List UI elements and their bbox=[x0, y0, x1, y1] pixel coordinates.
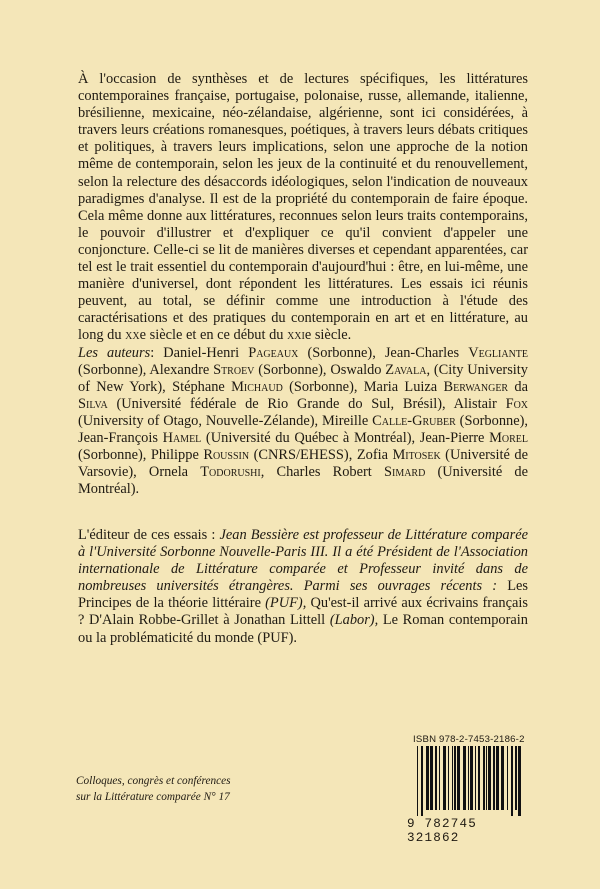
author-last-name: Silva bbox=[78, 395, 108, 412]
author-first-name: Zofia bbox=[356, 447, 393, 464]
blurb-text-mid: e siècle et en ce début du bbox=[139, 327, 288, 344]
author-affiliation: da bbox=[508, 378, 528, 395]
barcode-bar bbox=[478, 746, 480, 810]
barcode-bar bbox=[507, 746, 508, 810]
author-first-name: Philippe bbox=[150, 447, 204, 464]
author-last-name: Hamel bbox=[162, 429, 202, 446]
author-last-name: Simard bbox=[383, 464, 426, 481]
author-affiliation: (Université fédérale de Rio Grande do Sul, Brésil), bbox=[107, 395, 454, 412]
author-first-name: Alistair bbox=[453, 395, 506, 412]
author-last-name: Calle-Gruber bbox=[372, 412, 456, 429]
barcode-bar bbox=[421, 746, 423, 816]
author-last-name: Berwanger bbox=[443, 378, 509, 395]
barcode-bar bbox=[443, 746, 446, 810]
barcode-bar bbox=[448, 746, 449, 810]
barcode-bar bbox=[486, 746, 487, 810]
series-line-1: Colloques, congrès et conférences bbox=[76, 775, 231, 787]
author-affiliation: (Sorbonne), bbox=[78, 447, 151, 464]
author-last-name: Fox bbox=[505, 395, 529, 412]
back-cover-blurb bbox=[78, 71, 528, 498]
barcode-bar bbox=[457, 746, 460, 810]
barcode-bar bbox=[493, 746, 495, 810]
author-first-name: Stéphane bbox=[172, 378, 232, 395]
book-title-1: Les Principes de la théorie littéraire bbox=[78, 578, 528, 612]
book-title-2: Qu'est-il arrivé aux écrivains français ? D'Alain Robbe-Grillet à Jonathan Littell bbox=[78, 595, 528, 629]
author-affiliation: , bbox=[260, 464, 277, 481]
barcode-bar bbox=[463, 746, 466, 810]
author-first-name: Charles Robert bbox=[276, 464, 384, 481]
barcode-bar bbox=[501, 746, 504, 810]
isbn-label: ISBN 978-2-7453-2186-2 bbox=[413, 734, 525, 745]
century-20: xx bbox=[125, 327, 140, 344]
author-affiliation: (CNRS/EHESS), bbox=[249, 447, 357, 464]
barcode-bar bbox=[452, 746, 453, 810]
editor-intro: L'éditeur de ces essais : bbox=[78, 527, 220, 543]
barcode-bar bbox=[439, 746, 440, 810]
author-affiliation: (University of Otago, Nouvelle-Zélande), bbox=[78, 412, 322, 429]
barcode-bar bbox=[454, 746, 456, 810]
publisher-2: (Labor), bbox=[329, 612, 379, 629]
barcode-bar bbox=[518, 746, 521, 816]
barcode-bar bbox=[488, 746, 491, 810]
author-last-name: Roussin bbox=[203, 447, 250, 464]
barcode-bars-area bbox=[407, 746, 529, 845]
barcode-bar bbox=[470, 746, 473, 810]
barcode-bar bbox=[417, 746, 418, 816]
blurb-text-end: e siècle. bbox=[304, 327, 352, 344]
barcode-bar bbox=[426, 746, 429, 810]
author-last-name: Mitosek bbox=[392, 447, 441, 464]
author-affiliation: (Sorbonne), bbox=[298, 344, 385, 361]
author-last-name: Michaud bbox=[231, 378, 283, 395]
author-first-name: Ornela bbox=[148, 464, 201, 481]
barcode-bars bbox=[407, 746, 529, 816]
barcode-bar bbox=[511, 746, 513, 816]
author-first-name: Alexandre bbox=[149, 361, 214, 378]
author-affiliation: (Sorbonne), bbox=[282, 378, 364, 395]
author-first-name: Oswaldo bbox=[330, 361, 386, 378]
barcode-bar bbox=[515, 746, 517, 810]
author-affiliation: (Université de Varsovie), bbox=[78, 447, 528, 481]
author-affiliation: (Sorbonne), bbox=[254, 361, 331, 378]
author-first-name: Jean-Charles bbox=[384, 344, 469, 361]
author-affiliation: , (City University of New York), bbox=[78, 361, 528, 395]
blurb-text: À l'occasion de synthèses et de lectures spécifiques, les littératures contemporaines française, portugaise, polonaise, russe, allemande, italienne, brésilienne, mexicaine, néo-zélandaise, algérienne, sont ici considérées, à travers leurs créations romanesques, poétiques, à travers leurs débats critiques et politiques, à travers leurs implications, selon une approche de la notion même de contemporain, selon les jeux de la continuité et du renouvellement, selon la relecture des désaccords idéologiques, selon l'indication de nouveaux paradigmes d'analyse. Il est de la propriété du contemporain de faire époque. Cela même donne aux littératures, reconnues selon leurs traits contemporains, le pouvoir d'illustrer et d'expliquer ce qu'il convient d'appeler une conjoncture. Celle-ci se lit de manières diverses et cependant apparentées, car tel est le trait essentiel du contemporain d'aujourd'hui : être, en lui-même, une manière d'universel, dont répondent les littératures. Les essais ici réunis peuvent, au total, se définir comme une introduction à l'étude des caractérisations et des pratiques du contemporain en art et en littérature, au long du bbox=[78, 71, 528, 344]
series-line-2: sur la Littérature comparée N° 17 bbox=[76, 791, 230, 803]
barcode-bar bbox=[475, 746, 476, 810]
authors-label: Les auteurs bbox=[78, 344, 151, 361]
barcode bbox=[407, 733, 529, 845]
authors-paragraph: Les auteurs: Daniel-Henri Pageaux (Sorbonne), Jean-Charles Vegliante (Sorbonne), Alexandre Stroev (Sorbonne), Oswaldo Zavala, (City University of New York), Stéphane Michaud (Sorbonne), Maria Luiza Berwanger da Silva (Université fédérale de Rio Grande do Sul, Brésil), Alistair Fox (University of Otago, Nouvelle-Zélande), Mireille Calle-Gruber (Sorbonne), Jean-François Hamel (Université du Québec à Montréal), Jean-Pierre Morel (Sorbonne), Philippe Roussin (CNRS/EHESS), Zofia Mitosek (Université de Varsovie), Ornela Todorushi, Charles Robert Simard (Université de Montréal). bbox=[78, 344, 529, 498]
author-affiliation: (Sorbonne), bbox=[455, 412, 528, 429]
author-affiliation: (Université du Québec à Montréal), bbox=[201, 429, 420, 446]
author-last-name: Pageaux bbox=[248, 344, 299, 361]
barcode-bar bbox=[430, 746, 433, 810]
author-first-name: Maria Luiza bbox=[363, 378, 444, 395]
author-last-name: Todorushi bbox=[200, 464, 261, 481]
ean-digits: 9 782745 321862 bbox=[407, 817, 478, 845]
editor-bio: Jean Bessière est professeur de Littérature comparée à l'Université Sorbonne Nouvelle-Paris III. Il a été Président de l'Association internationale de Littérature comparée et Professeur invité dans de nombreuses universités étrangères. Parmi ses ouvrages récents : bbox=[78, 527, 528, 595]
series-info bbox=[76, 773, 316, 805]
blurb-paragraph bbox=[78, 71, 528, 345]
book-title-3: Le Roman contemporain ou la problématicité du monde (PUF). bbox=[78, 612, 528, 646]
barcode-bar bbox=[483, 746, 485, 810]
barcode-bar bbox=[496, 746, 499, 810]
author-last-name: Stroev bbox=[213, 361, 255, 378]
publisher-1: (PUF), bbox=[265, 595, 307, 612]
author-last-name: Morel bbox=[489, 429, 528, 446]
author-last-name: Zavala bbox=[385, 361, 427, 378]
barcode-bar bbox=[435, 746, 437, 810]
barcode-bar bbox=[468, 746, 469, 810]
author-first-name: Jean-François bbox=[78, 429, 163, 446]
author-affiliation: (Université de Montréal). bbox=[78, 464, 528, 498]
author-affiliation: (Sorbonne), bbox=[78, 361, 150, 378]
author-first-name: Mireille bbox=[321, 412, 373, 429]
authors-list bbox=[78, 345, 528, 498]
century-21: xxi bbox=[287, 327, 305, 344]
author-last-name: Vegliante bbox=[468, 344, 529, 361]
author-first-name: Jean-Pierre bbox=[419, 429, 490, 446]
editor-paragraph bbox=[78, 527, 528, 647]
author-first-name: Daniel-Henri bbox=[163, 344, 249, 361]
